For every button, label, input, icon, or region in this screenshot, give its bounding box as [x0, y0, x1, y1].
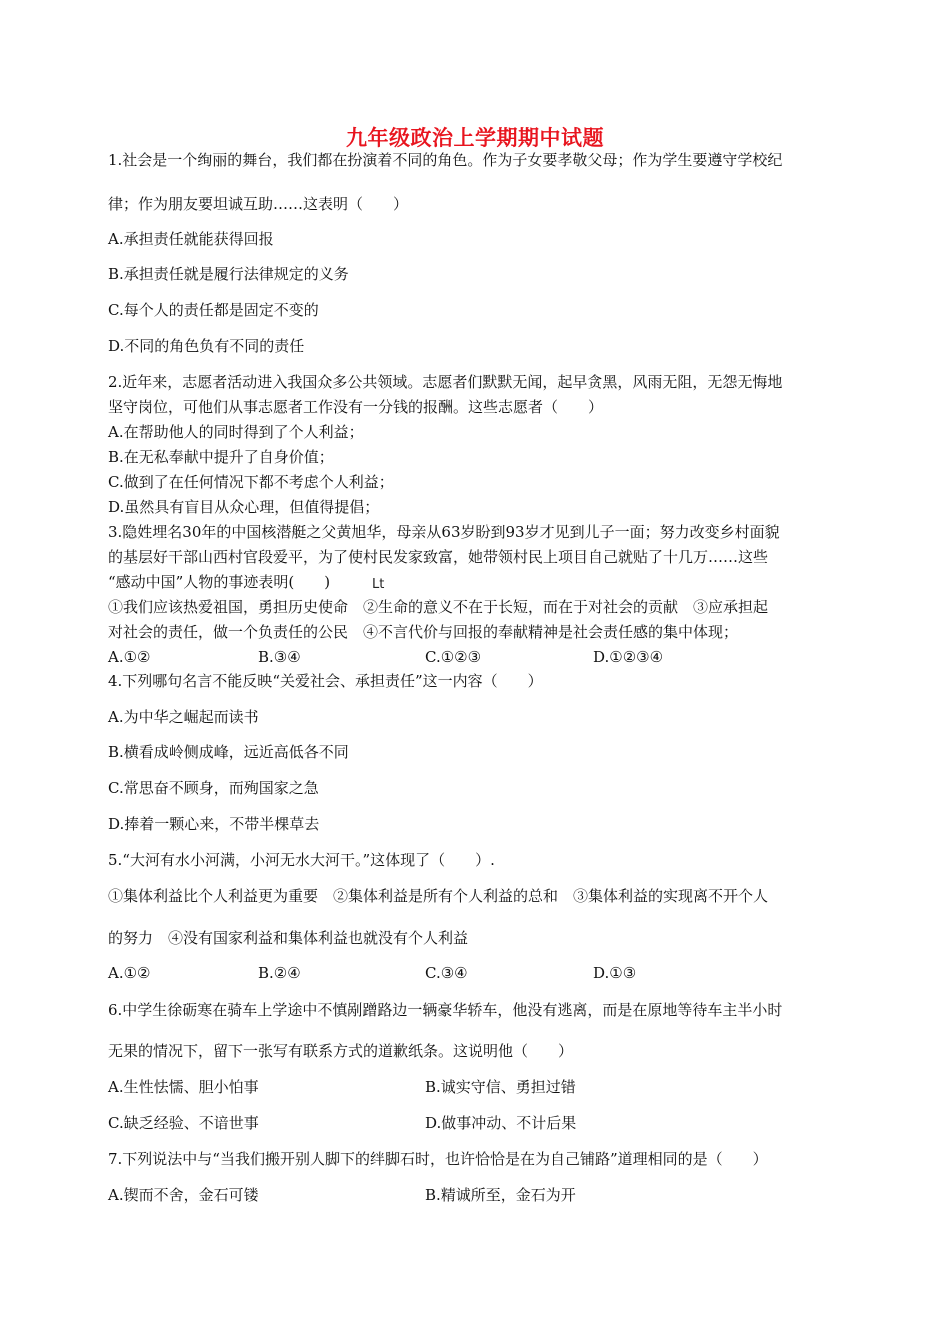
q4-option-a: A.为中华之崛起而读书 — [108, 708, 259, 726]
q5-option-b: B.②④ — [258, 964, 301, 982]
q2-option-a: A.在帮助他人的同时得到了个人利益； — [108, 423, 364, 441]
q1-option-c: C.每个人的责任都是固定不变的 — [108, 301, 319, 319]
q2-option-d: D.虽然具有盲目从众心理，但值得提倡； — [108, 498, 380, 516]
q1-stem-line1: 1.社会是一个绚丽的舞台，我们都在扮演着不同的角色。作为子女要孝敬父母；作为学生要遵守学校纪 — [108, 151, 783, 169]
q6-stem-line2: 无果的情况下，留下一张写有联系方式的道歉纸条。这说明他（ ） — [108, 1042, 574, 1060]
q2-stem-line2: 坚守岗位，可他们从事志愿者工作没有一分钱的报酬。这些志愿者（ ） — [108, 398, 604, 416]
q5-stem-line1: 5.“大河有水小河满，小河无水大河干。”这体现了（ ）. — [108, 851, 495, 869]
q3-statements-line2: 对社会的责任，做一个负责任的公民 ④不言代价与回报的奉献精神是社会责任感的集中体现； — [108, 623, 739, 641]
q4-option-d: D.捧着一颗心来，不带半棵草去 — [108, 815, 320, 833]
q3-statements-line1: ①我们应该热爱祖国，勇担历史使命 ②生命的意义不在于长短，而在于对社会的贡献 ③应承担起 — [108, 598, 769, 616]
page-title: 九年级政治上学期期中试题 — [346, 126, 604, 150]
q4-option-b: B.横看成岭侧成峰，远近高低各不同 — [108, 743, 349, 761]
q7-option-b: B.精诚所至，金石为开 — [425, 1186, 576, 1204]
q4-stem-line1: 4.下列哪句名言不能反映“关爱社会、承担责任”这一内容（ ） — [108, 672, 543, 690]
q3-stem-line2: 的基层好干部山西村官段爱平，为了使村民发家致富，她带领村民上项目自己就贴了十几万……这些 — [108, 548, 769, 566]
q1-option-d: D.不同的角色负有不同的责任 — [108, 337, 305, 355]
q5-option-c: C.③④ — [425, 964, 468, 982]
q3-option-c: C.①②③ — [425, 648, 482, 666]
q7-option-a: A.锲而不舍，金石可镂 — [108, 1186, 259, 1204]
q5-statements-line1: ①集体利益比个人利益更为重要 ②集体利益是所有个人利益的总和 ③集体利益的实现离不开个人 — [108, 887, 769, 905]
q1-option-a: A.承担责任就能获得回报 — [108, 230, 274, 248]
q6-option-b: B.诚实守信、勇担过错 — [425, 1078, 576, 1096]
q5-option-a: A.①② — [108, 964, 151, 982]
q5-statements-line2: 的努力 ④没有国家利益和集体利益也就没有个人利益 — [108, 929, 469, 947]
q6-option-c: C.缺乏经验、不谙世事 — [108, 1114, 259, 1132]
q3-option-d: D.①②③④ — [593, 648, 664, 666]
q6-option-a: A.生性怯懦、胆小怕事 — [108, 1078, 259, 1096]
q2-stem-line1: 2.近年来，志愿者活动进入我国众多公共领域。志愿者们默默无闻，起早贪黑，风雨无阻，无怨无悔地 — [108, 373, 783, 391]
q1-option-b: B.承担责任就是履行法律规定的义务 — [108, 265, 349, 283]
q3-stem-line3: “感动中国”人物的事迹表明( ) — [108, 573, 331, 591]
q1-stem-line2: 律；作为朋友要坦诚互助……这表明（ ） — [108, 195, 409, 213]
q3-stem-line1: 3.隐姓埋名30年的中国核潜艇之父黄旭华，母亲从63岁盼到93岁才见到儿子一面；努力改变乡村面貌 — [108, 523, 780, 541]
q7-stem-line1: 7.下列说法中与“当我们搬开别人脚下的绊脚石时，也许恰恰是在为自己铺路”道理相同的是（ ） — [108, 1150, 768, 1168]
stray-mark: Lt — [372, 577, 385, 592]
q3-option-b: B.③④ — [258, 648, 301, 666]
q5-option-d: D.①③ — [593, 964, 637, 982]
q4-option-c: C.常思奋不顾身，而殉国家之急 — [108, 779, 319, 797]
q6-option-d: D.做事冲动、不计后果 — [425, 1114, 577, 1132]
q2-option-c: C.做到了在任何情况下都不考虑个人利益； — [108, 473, 394, 491]
q3-option-a: A.①② — [108, 648, 151, 666]
q2-option-b: B.在无私奉献中提升了自身价值； — [108, 448, 334, 466]
q6-stem-line1: 6.中学生徐砺寒在骑车上学途中不慎剐蹭路边一辆豪华轿车，他没有逃离，而是在原地等待车主半小时 — [108, 1001, 783, 1019]
